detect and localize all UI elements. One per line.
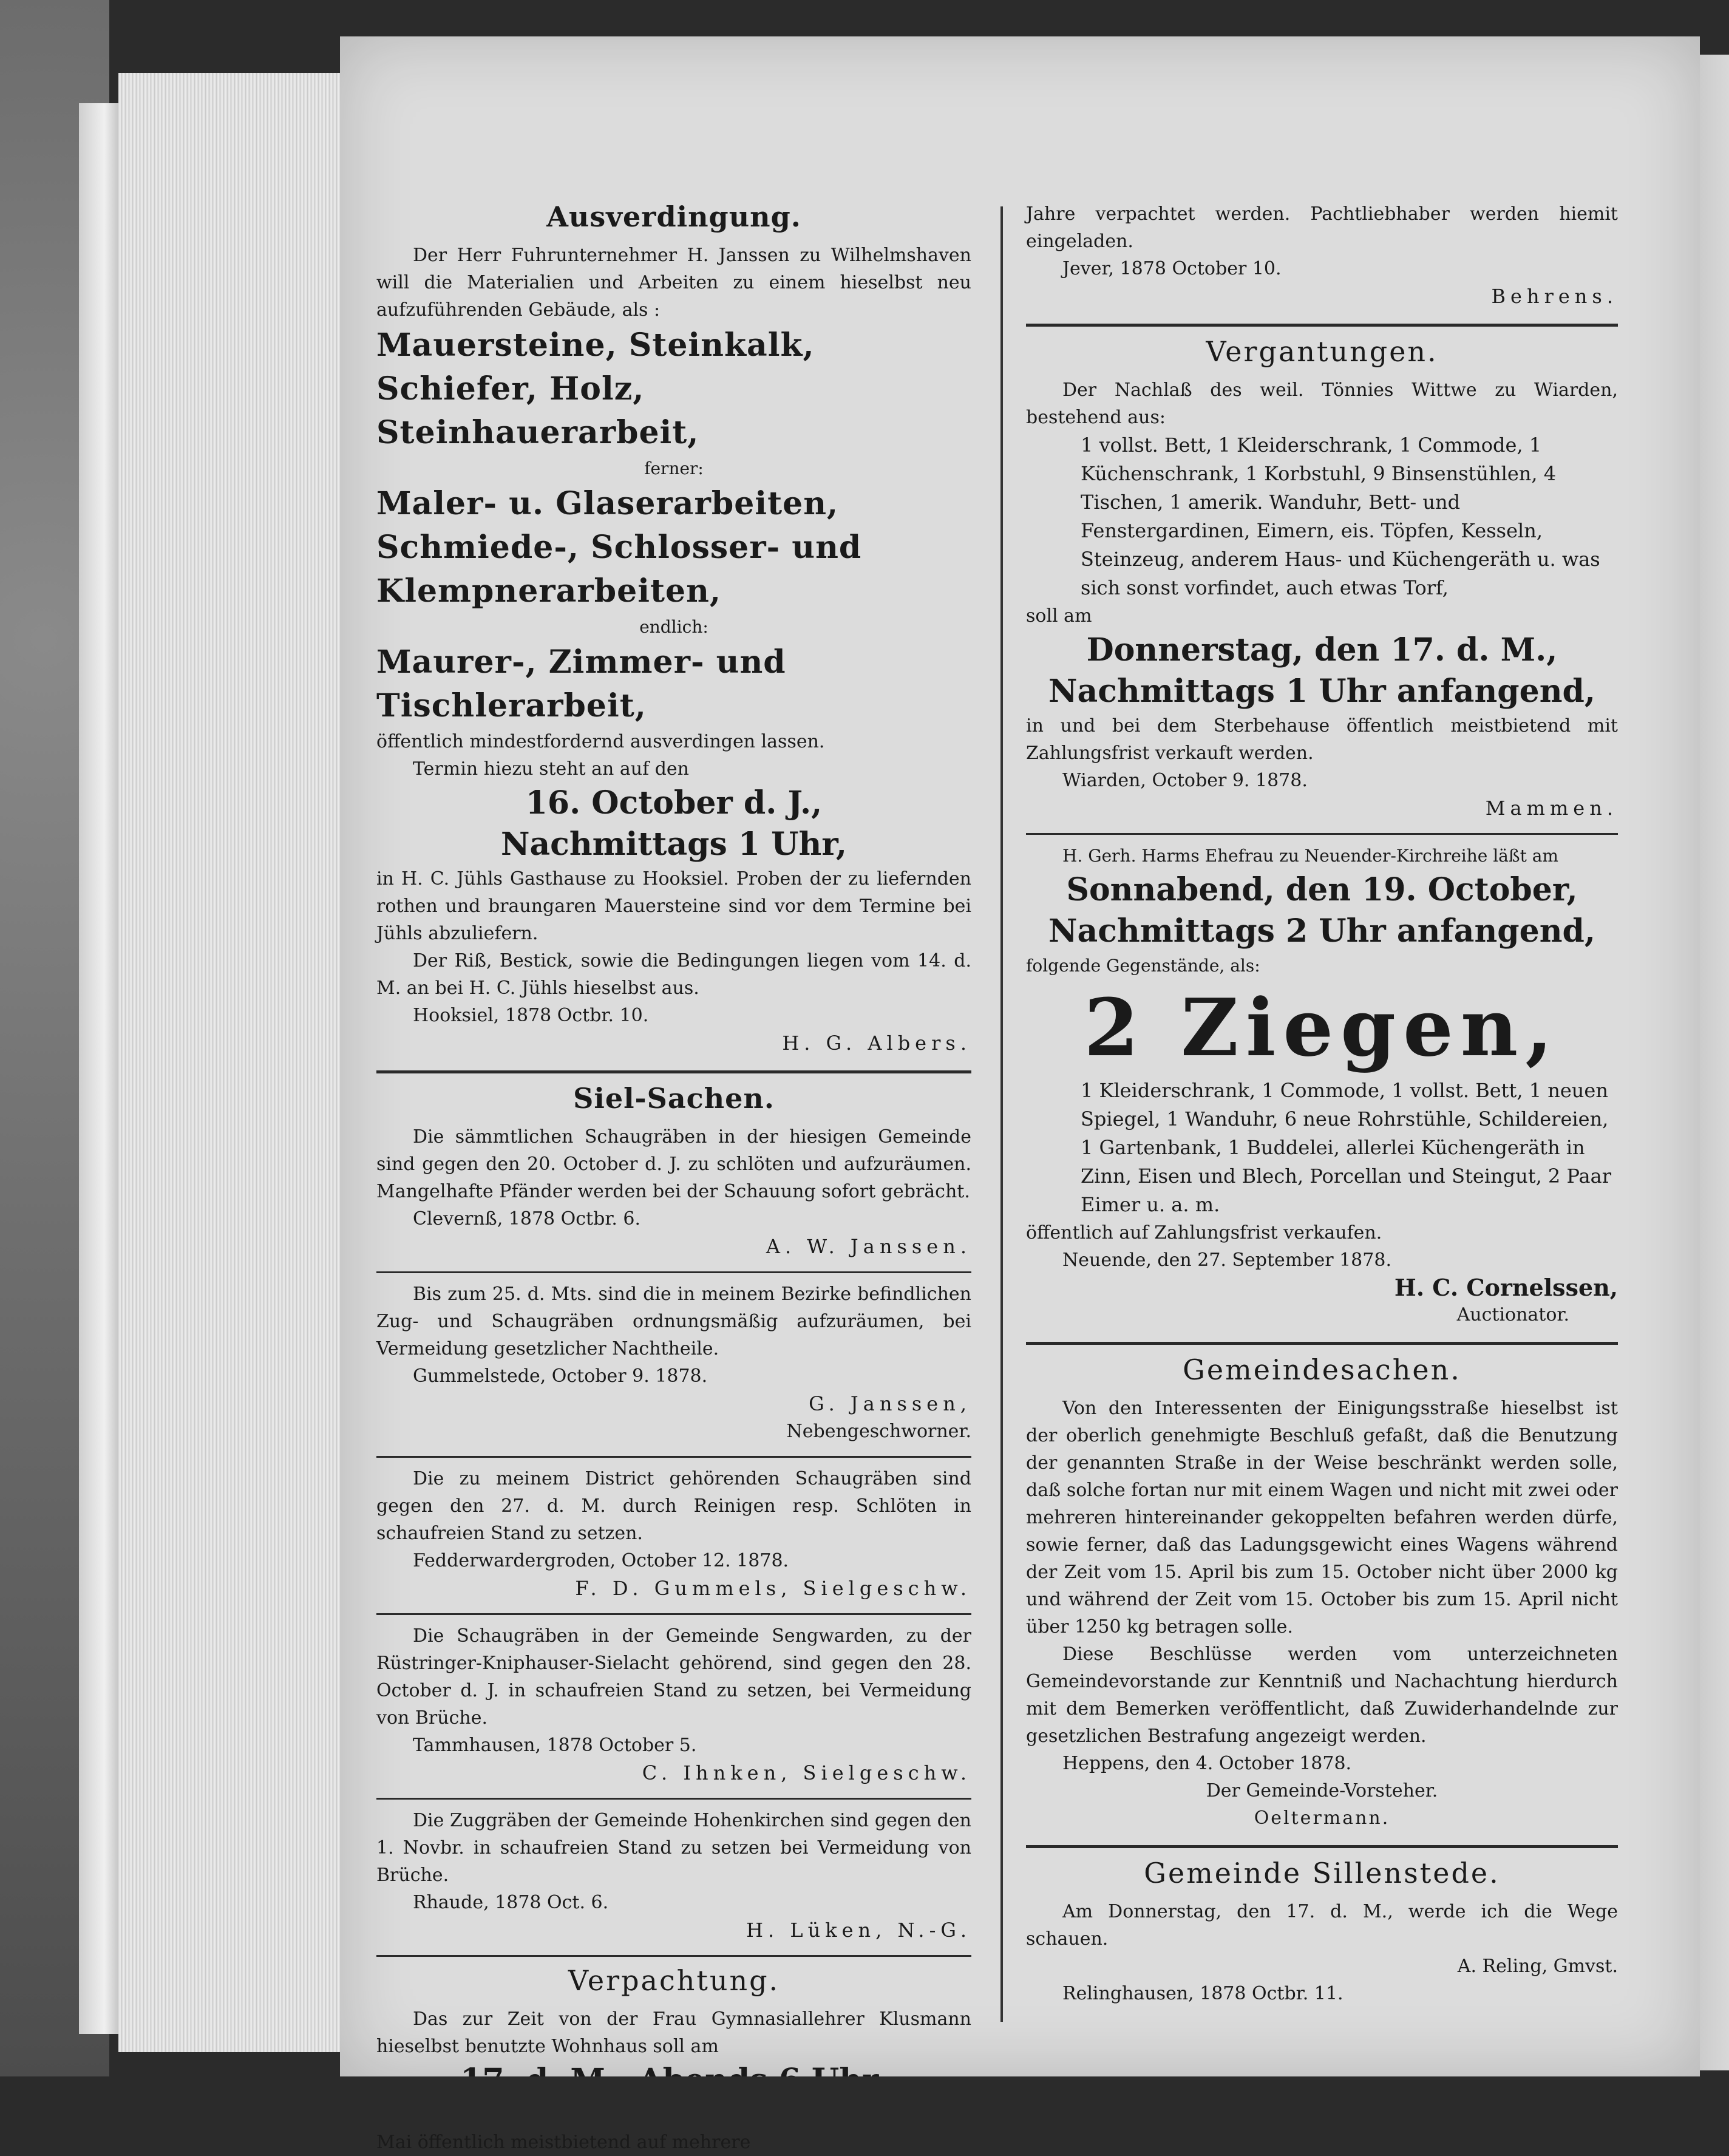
section-rule — [376, 1070, 971, 1073]
notice-text: Die zu meinem District gehörenden Schaugräben sind gegen den 27. d. M. durch Reinigen resp. Schlöten in schaufreien Stand zu setzen. — [376, 1468, 971, 1544]
column-divider — [1000, 206, 1003, 2022]
notice-text: öffentlich auf Zahlungsfrist verkaufen. — [1026, 1222, 1382, 1243]
notice-items: Mauersteine, Steinkalk, Schiefer, Holz, Steinhauerarbeit, — [376, 327, 815, 451]
notice-headline: 2 Ziegen, — [1084, 981, 1560, 1074]
notice-title: Verpachtung. — [568, 1964, 780, 1997]
notice-place: Jever, 1878 October 10. — [1062, 258, 1282, 279]
notice-ausverdingung — [376, 200, 971, 1057]
notice-title: Gemeinde Sillenstede. — [1144, 1857, 1500, 1889]
notice-place: Clevernß, 1878 Octbr. 6. — [413, 1208, 641, 1229]
notice-text: öffentlich mindestfordernd ausverdingen lassen. — [376, 731, 825, 752]
section-rule — [376, 1955, 971, 1957]
notice-text: Von den Interessenten der Einigungsstraße hieselbst ist der oberlich genehmigte Beschluß gefaßt, daß die Benutzung der genannten Straße in der Weise beschränkt werden solle, daß solche fortan nur mit einem Wagen und nicht mit zwei oder mehreren hintereinander gekoppelten befahren werden dürfe, sowie ferner, daß das Ladungsgewicht eines Wagens während der Zeit vom 15. April bis zum 15. October nicht über 2000 kg und während der Zeit vom 15. October bis zum 15. April nicht über 1250 kg betragen solle. — [1026, 1398, 1618, 1637]
right-column — [1026, 200, 1618, 2007]
notice-place: Gummelstede, October 9. 1878. — [413, 1365, 708, 1387]
notice-text: Das zur Zeit von der Frau Gymnasiallehrer Klusmann hieselbst benutzte Wohnhaus soll am — [376, 2008, 971, 2057]
item-list — [1026, 1076, 1618, 1219]
notice-text: Jahre verpachtet werden. Pachtliebhaber werden hiemit eingeladen. — [1026, 203, 1618, 252]
notice-signature: H. C. Cornelssen, — [1394, 1274, 1618, 1301]
item-list-text: 1 vollst. Bett, 1 Kleiderschrank, 1 Commode, 1 Küchenschrank, 1 Korbstuhl, 9 Binsenstühlen, 4 Tischen, 1 amerik. Wanduhr, Bett- und Fenstergardinen, Eimern, eis. Töpfen, Kesseln, Steinzeug, anderem Haus- und Küchengeräth u. was sich sonst vorfindet, auch etwas Torf, — [1081, 434, 1600, 599]
notice-place: Tammhausen, 1878 October 5. — [413, 1735, 697, 1756]
page-edges — [118, 73, 349, 2052]
notice-place: Fedderwardergroden, October 12. 1878. — [413, 1550, 789, 1571]
notice-text: Termin hiezu steht an auf den — [413, 758, 689, 780]
notice-text: endlich: — [639, 617, 708, 637]
section-rule — [376, 1613, 971, 1615]
notice-date: Sonnabend, den 19. October, — [1066, 871, 1578, 908]
section-rule — [1026, 833, 1618, 835]
notice-text: Bis zum 25. d. Mts. sind die in meinem Bezirke befindlichen Zug- und Schaugräben ordnungsmäßig aufzuräumen, bei Vermeidung gesetzlicher Nachtheile. — [376, 1284, 971, 1359]
notice-neuende — [1026, 842, 1618, 1328]
notice-text: in und bei dem Sterbehause öffentlich meistbietend mit Zahlungsfrist verkauft werden. — [1026, 715, 1618, 764]
notice-text: Der Riß, Bestick, sowie die Bedingungen liegen vom 14. d. M. an bei H. C. Jühls hieselbst aus. — [376, 950, 971, 999]
notice-text: Der Herr Fuhrunternehmer H. Janssen zu Wilhelmshaven will die Materialien und Arbeiten zu einem hieselbst neu aufzuführenden Gebäude, als : — [376, 245, 971, 321]
notice-place: Hooksiel, 1878 Octbr. 10. — [413, 1005, 649, 1026]
notice-place: Heppens, den 4. October 1878. — [1062, 1753, 1352, 1774]
notice-text: Die Zuggräben der Gemeinde Hohenkirchen sind gegen den 1. Novbr. in schaufreien Stand zu setzen bei Vermeidung von Brüche. — [376, 1810, 971, 1886]
section-rule — [376, 1798, 971, 1800]
item-list — [1026, 431, 1618, 602]
notice-fedderwardergroden — [376, 1465, 971, 1602]
notice-signature: A. W. Janssen. — [766, 1235, 971, 1258]
notice-place: Relinghausen, 1878 Octbr. 11. — [1062, 1983, 1343, 2004]
notice-gemeindesachen — [1026, 1353, 1618, 1832]
notice-date: Donnerstag, den 17. d. M., — [1086, 631, 1558, 668]
notice-signature: H. G. Albers. — [782, 1032, 971, 1055]
notice-date: 16. October d. J., — [525, 784, 823, 821]
notice-role: Auctionator. — [1456, 1304, 1569, 1325]
notice-title: Gemeindesachen. — [1183, 1353, 1461, 1386]
section-rule — [376, 1271, 971, 1273]
notice-text: Der Nachlaß des weil. Tönnies Wittwe zu Wiarden, bestehend aus: — [1026, 379, 1618, 428]
bottom-shadow — [0, 2076, 1729, 2129]
notice-title: Siel-Sachen. — [573, 1082, 775, 1115]
notice-text: Am Donnerstag, den 17. d. M., werde ich die Wege schauen. — [1026, 1901, 1618, 1950]
notice-text: Die sämmtlichen Schaugräben in der hiesigen Gemeinde sind gegen den 20. October d. J. zu schlöten und aufzuräumen. Mangelhafte Pfänder werden bei der Schauung sofort gebrächt. — [376, 1126, 971, 1202]
notice-time: Nachmittags 1 Uhr, — [500, 826, 848, 863]
item-list-text: 1 Kleiderschrank, 1 Commode, 1 vollst. Bett, 1 neuen Spiegel, 1 Wanduhr, 6 neue Rohrstühle, Schildereien, 1 Gartenbank, 1 Buddelei, allerlei Küchengeräth in Zinn, Eisen und Blech, Porcellan und Steingut, 2 Paar Eimer u. a. m. — [1081, 1079, 1611, 1216]
notice-text: Diese Beschlüsse werden vom unterzeichneten Gemeindevorstande zur Kenntniß und Nachachtung hierdurch mit dem Bemerken veröffentlicht, daß Zuwiderhandelnde zur gesetzlichen Bestrafung angezeigt werden. — [1026, 1644, 1618, 1747]
notice-text: Die Schaugräben in der Gemeinde Sengwarden, zu der Rüstringer-Kniphauser-Sielacht gehörend, sind gegen den 28. October d. J. in schaufreien Stand zu setzen, bei Vermeidung von Brüche. — [376, 1625, 971, 1729]
notice-text: folgende Gegenstände, als: — [1026, 956, 1260, 976]
notice-text: ferner: — [644, 458, 704, 478]
notice-sengwarden — [376, 1622, 971, 1787]
notice-place: Wiarden, October 9. 1878. — [1062, 770, 1308, 791]
notice-signature: Oeltermann. — [1254, 1807, 1390, 1829]
notice-items: Maler- u. Glaserarbeiten, Schmiede-, Schlosser- und Klempnerarbeiten, — [376, 485, 862, 610]
notice-signature: G. Janssen, — [809, 1392, 971, 1415]
notice-place: Neuende, den 27. September 1878. — [1062, 1250, 1391, 1271]
notice-text: H. Gerh. Harms Ehefrau zu Neuender-Kirchreihe läßt am — [1062, 846, 1558, 866]
notice-signature: A. Reling, Gmvst. — [1457, 1956, 1618, 1977]
notice-siel-sachen — [376, 1082, 971, 1260]
notice-text: soll am — [1026, 605, 1092, 627]
notice-signature: F. D. Gummels, Sielgeschw. — [575, 1577, 971, 1600]
section-rule — [1026, 1342, 1618, 1345]
notice-text: Mai öffentlich meistbietend auf mehrere — [376, 2132, 751, 2153]
notice-text: in H. C. Jühls Gasthause zu Hooksiel. Proben der zu liefernden rothen und braungaren Mauersteine sind vor dem Termine bei Jühls abzuliefern. — [376, 868, 971, 944]
section-rule — [1026, 1845, 1618, 1848]
notice-time: Nachmittags 2 Uhr anfangend, — [1048, 913, 1595, 950]
notice-vergantungen — [1026, 335, 1618, 822]
notice-sillenstede — [1026, 1857, 1618, 2007]
left-column — [376, 200, 971, 2156]
notice-title: Ausverdingung. — [546, 200, 801, 233]
notice-role: Der Gemeinde-Vorsteher. — [1206, 1780, 1438, 1801]
notice-hohenkirchen — [376, 1807, 971, 1944]
notice-signature: C. Ihnken, Sielgeschw. — [642, 1761, 971, 1784]
notice-signature: Behrens. — [1491, 285, 1618, 308]
notice-gummelstede — [376, 1280, 971, 1445]
notice-time: Nachmittags 1 Uhr anfangend, — [1048, 673, 1595, 710]
section-rule — [1026, 324, 1618, 327]
notice-signature: H. Lüken, N.-G. — [746, 1919, 971, 1942]
notice-items: Maurer-, Zimmer- und Tischlerarbeit, — [376, 644, 786, 724]
notice-signature: Mammen. — [1485, 797, 1618, 820]
book-spine — [79, 103, 121, 2034]
section-rule — [376, 1456, 971, 1458]
notice-role: Nebengeschworner. — [786, 1421, 971, 1442]
notice-place: Rhaude, 1878 Oct. 6. — [413, 1892, 609, 1913]
notice-title: Vergantungen. — [1206, 335, 1438, 368]
notice-verpachtung-cont — [1026, 200, 1618, 310]
